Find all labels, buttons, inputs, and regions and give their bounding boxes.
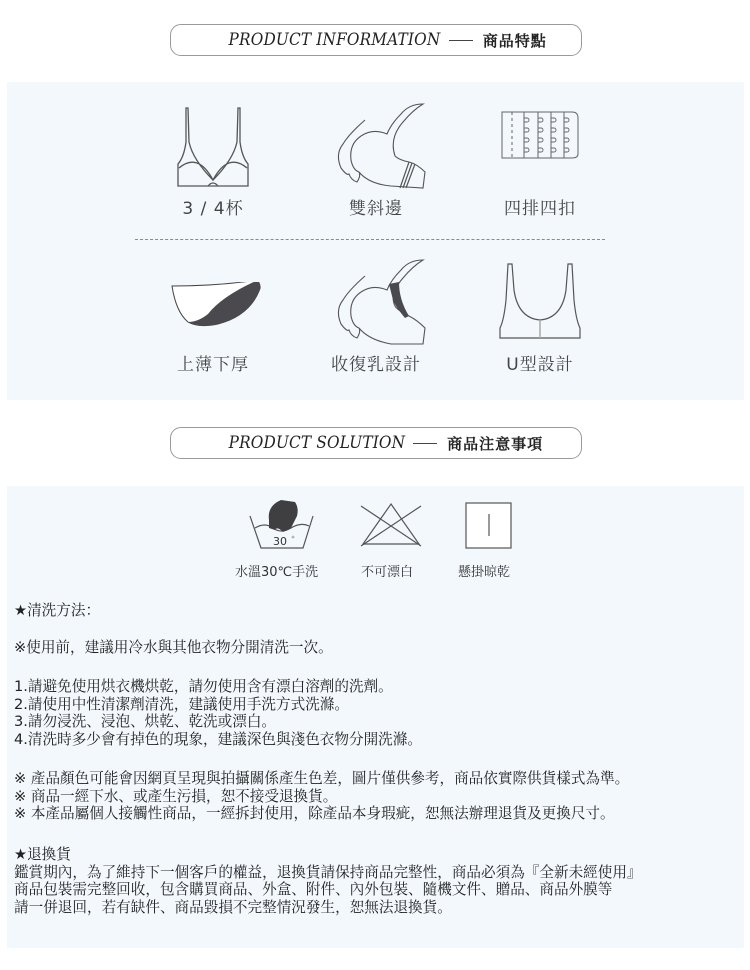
feature-three-quarter-cup bbox=[133, 102, 293, 192]
returns-line: 鑑賞期內，為了維持下一個客戶的權益，退換貨請保持商品完整性，商品必須為『全新未經使用』 bbox=[14, 863, 642, 881]
washing-step: 3.請勿浸洗、浸泡、烘乾、乾洗或漂白。 bbox=[14, 713, 277, 730]
returns-heading: ★退換貨 bbox=[14, 846, 71, 863]
do-not-bleach-icon bbox=[359, 502, 423, 552]
feature-label: U型設計 bbox=[506, 355, 574, 375]
washing-step: 1.請避免使用烘衣機烘乾，請勿使用含有漂白溶劑的洗劑。 bbox=[14, 678, 393, 695]
note-item: ※ 本產品屬個人接觸性商品，一經拆封使用，除產品本身瑕疵，恕無法辦理退貨及更換尺寸。 bbox=[14, 805, 615, 822]
care-label: 水溫30℃手洗 bbox=[235, 565, 319, 580]
feature-side-support bbox=[296, 254, 456, 348]
title-divider bbox=[449, 40, 473, 41]
section-title-zh: 商品注意事項 bbox=[447, 434, 544, 453]
svg-text:30: 30 bbox=[273, 535, 287, 548]
section-title-en: PRODUCT INFORMATION bbox=[228, 30, 441, 50]
washing-step: 4.清洗時多少會有掉色的現象，建議深色與淺色衣物分開洗滌。 bbox=[14, 730, 422, 748]
side-support-bra-icon bbox=[321, 254, 431, 348]
feature-four-row-hooks bbox=[460, 110, 620, 160]
care-panel bbox=[7, 486, 744, 948]
feature-label: 上薄下厚 bbox=[177, 355, 249, 375]
care-label: 不可漂白 bbox=[361, 565, 414, 580]
note-item: ※ 商品一經下水、或產生污損，恕不接受退換貨。 bbox=[14, 787, 338, 805]
section-title-en: PRODUCT SOLUTION bbox=[228, 433, 406, 453]
section-title-zh: 商品特點 bbox=[482, 31, 547, 50]
returns-line: 商品包裝需完整回收，包含購買商品、外盒、附件、內外包裝、隨機文件、贈品、商品外膜等 bbox=[14, 881, 613, 898]
double-bias-edge-bra-icon bbox=[321, 98, 431, 192]
care-label: 懸掛晾乾 bbox=[458, 565, 511, 580]
feature-double-bias-edge bbox=[296, 98, 456, 192]
thin-top-thick-bottom-pad-icon bbox=[158, 282, 268, 332]
washing-steps bbox=[14, 678, 422, 748]
feature-label: 雙斜邊 bbox=[349, 199, 403, 219]
feature-thin-top-thick-bottom bbox=[133, 282, 293, 332]
feature-label: 收復乳設計 bbox=[331, 355, 421, 375]
four-row-hook-clasp-icon bbox=[500, 110, 580, 160]
product-notes bbox=[14, 770, 629, 823]
features-panel bbox=[7, 82, 744, 400]
washing-step: 2.請使用中性清潔劑清洗，建議使用手洗方式洗滌。 bbox=[14, 695, 349, 713]
washing-heading: ★清洗方法： bbox=[14, 602, 101, 619]
note-item: ※ 產品顏色可能會因網頁呈現與拍攝關係產生色差，圖片僅供參考，商品依實際供貨樣式為準。 bbox=[14, 770, 630, 787]
returns-line: 請一併退回，若有缺件、商品毀損不完整情況發生，恕無法退換貨。 bbox=[14, 898, 452, 916]
u-shape-back-icon bbox=[490, 260, 590, 344]
washing-pre-note: ※使用前，建議用冷水與其他衣物分開清洗一次。 bbox=[14, 639, 333, 656]
three-quarter-cup-bra-icon bbox=[158, 102, 268, 192]
feature-row-divider bbox=[135, 239, 605, 240]
hang-dry-icon bbox=[465, 502, 513, 554]
feature-label: 四排四扣 bbox=[504, 199, 576, 219]
title-divider bbox=[413, 443, 437, 444]
section-title-product-information bbox=[170, 24, 582, 56]
returns-section bbox=[14, 846, 642, 916]
feature-u-shape bbox=[460, 260, 620, 344]
feature-label: 3 / 4杯 bbox=[182, 199, 244, 219]
section-title-product-solution bbox=[170, 427, 582, 459]
hand-wash-30-icon bbox=[247, 498, 315, 554]
